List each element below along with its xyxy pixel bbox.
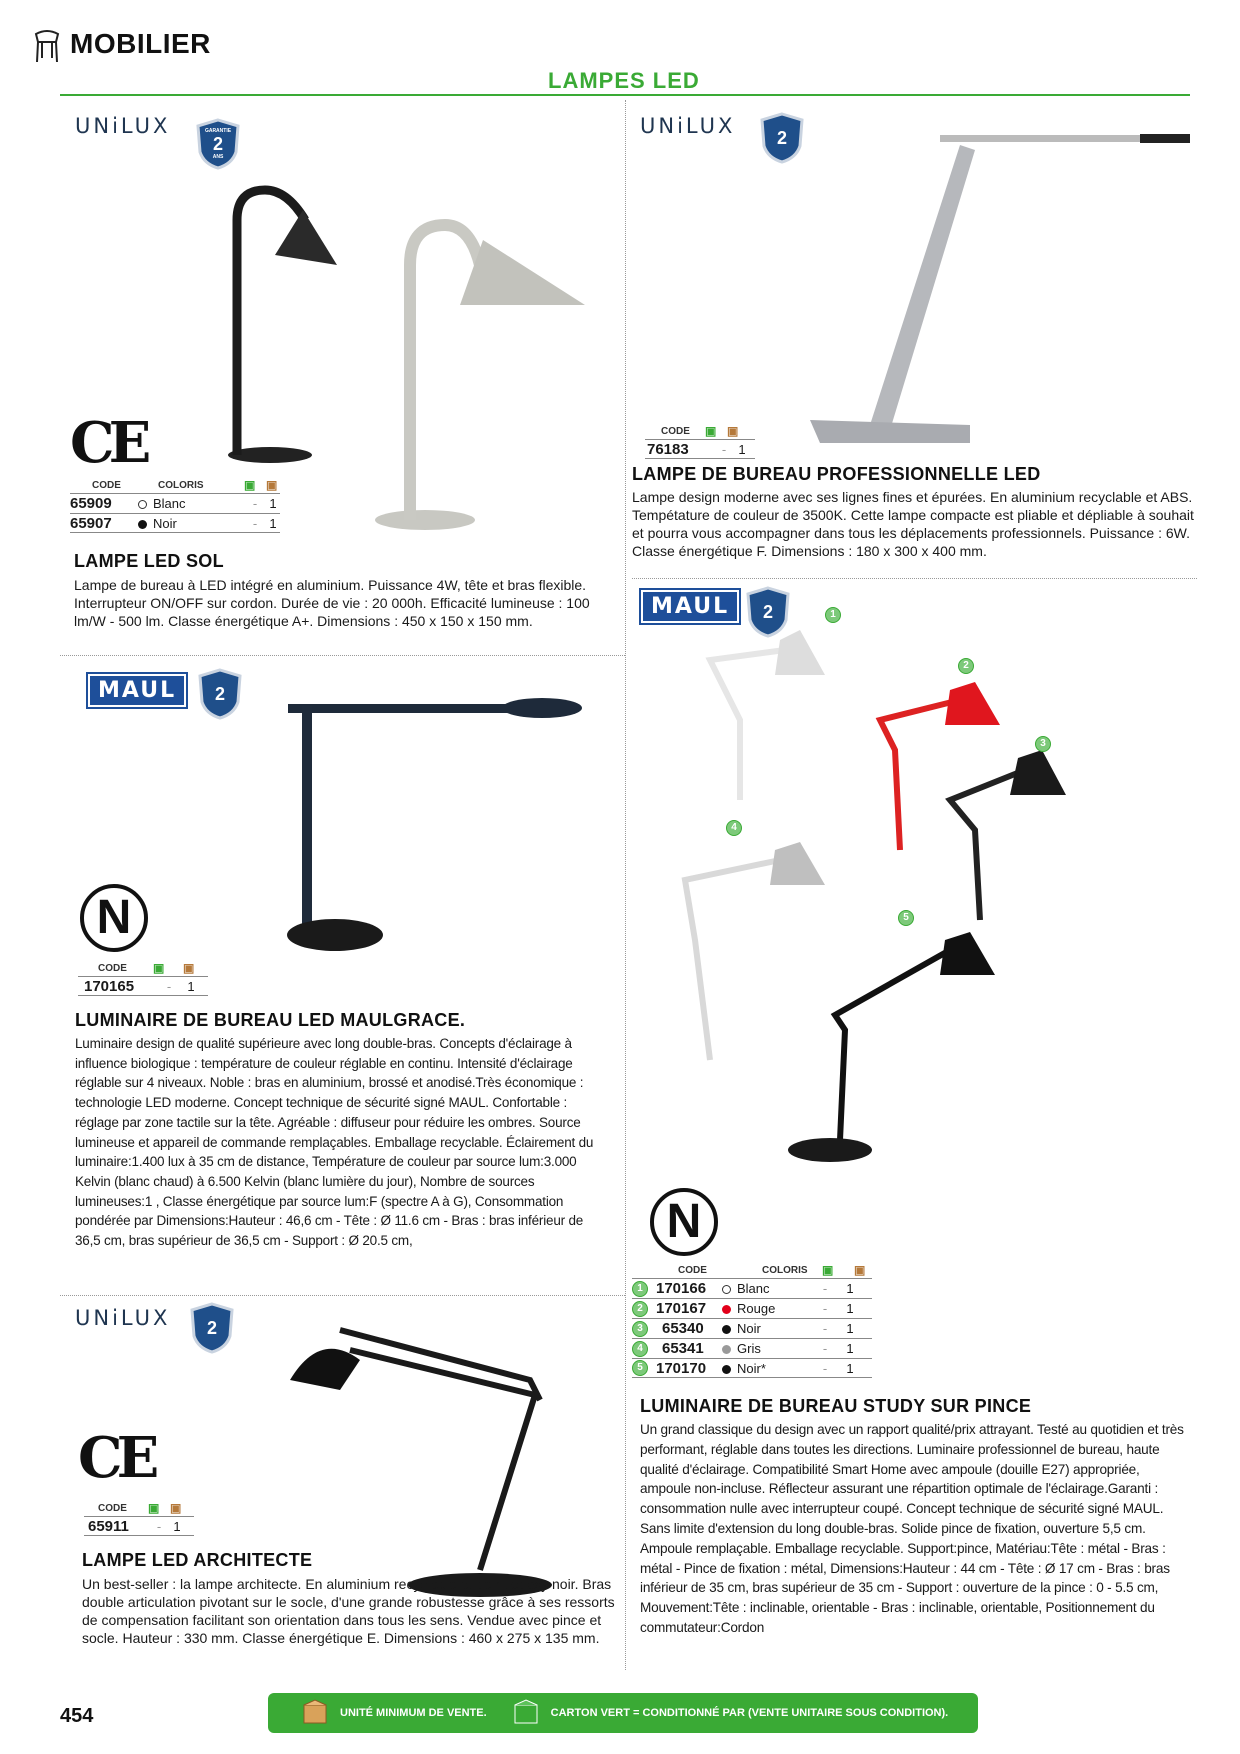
badge-3: 3 (1035, 736, 1051, 752)
table-row: 5 170170 Noir* - 1 (632, 1358, 872, 1378)
section-title: MOBILIER (70, 28, 211, 59)
product-title: LAMPE DE BUREAU PROFESSIONNELLE LED (632, 464, 1041, 484)
badge-4: 4 (726, 820, 742, 836)
leaf-box-icon: ▣ (244, 478, 256, 492)
product-description: Lampe de bureau à LED intégré en aluminium. Puissance 4W, tête et bras flexible. Interrupteur ON/OFF sur cordon. Durée de vie : 20 000h. Efficacité lumineuse : 100 lm/W - 500 lm. Classe énergétique A+. Dimensions : 450 x 150 x 150 mm. (74, 577, 590, 629)
table-row: 65911 - 1 (84, 1516, 194, 1536)
category-title: LAMPES LED (548, 68, 700, 93)
table-row: 2 170167 Rouge - 1 (632, 1298, 872, 1318)
unit-minimum-label: UNITÉ MINIMUM DE VENTE. (340, 1707, 487, 1719)
product-description: Luminaire design de qualité supérieure avec long double-bras. Concepts d'éclairage à influence biologique : température de couleur réglable en continu. Intensité d'éclairage réglable sur 4 niveaux. Noble : bras en aluminium, brossé et anodisé.Très économique : technologie LED moderne. Concept technique de sécurité signé MAUL. Confortable : réglage par zone tactile sur la tête. Agréable : diffuseur pour réduire les ombres. Source lumineuse et appareil de commande remplaçables. Emballage recyclable. Éclairement du luminaire:1.400 lux à 35 cm de distance, Température de couleur par source lum:3.000 Kelvin (blanc chaud) à 6.500 Kelvin (blanc lumière du jour), Nombre de sources lumineuses:1 , Classe énergétique par source lum:F (spectre A à G), Consommation pondérée par Dimensions:Hauteur : 46,6 cm - Tête : Ø 11.6 cm - Bras : bras inférieur de 36,5 cm, bras supérieur de 36,5 cm - Support : Ø 20.5 cm, (75, 1036, 594, 1249)
leaf-box-icon: ▣ (148, 1501, 160, 1515)
black-dot-icon (138, 520, 147, 529)
product-title: LUMINAIRE DE BUREAU STUDY SUR PINCE (640, 1396, 1032, 1416)
table-maulgrace: CODE ▣ ▣ 170165 - 1 (78, 960, 208, 996)
box-icon: ▣ (727, 424, 739, 438)
ce-mark-icon: CE (78, 1425, 154, 1491)
table-row: 3 65340 Noir - 1 (632, 1318, 872, 1338)
guarantee-top: GARANTIE (204, 128, 232, 134)
col-code: CODE (92, 479, 121, 491)
table-architecte: CODE ▣ ▣ 65911 - 1 (84, 1500, 194, 1536)
carton-vert-label: CARTON VERT = CONDITIONNÉ PAR (VENTE UNITAIRE SOUS CONDITION). (550, 1707, 949, 1719)
unilux-logo: UNiLUX (75, 1306, 171, 1330)
product-description: Lampe design moderne avec ses lignes fines et épurées. En aluminium recyclable et ABS. Tempétature de couleur de 3500K. Cette lampe compacte est pliable et dépliable à souhait et pourra vous accompagner dans tous les déplacements professionnels. Puissance : 6W. Classe énergétique F. Dimensions : 180 x 300 x 400 mm. (632, 489, 1194, 559)
header-rule (60, 94, 1190, 96)
column-divider (625, 100, 626, 1670)
lamp-architecte-image (280, 1300, 600, 1600)
table-row: 76183 - 1 (645, 439, 755, 459)
guarantee-shield-icon: 2 (198, 668, 242, 720)
product-title: LUMINAIRE DE BUREAU LED MAULGRACE. (75, 1010, 466, 1030)
black-dot-icon (722, 1365, 731, 1374)
guarantee-unit: ANS (212, 154, 224, 160)
box-icon: ▣ (266, 478, 278, 492)
leaf-box-icon: ▣ (153, 961, 165, 975)
table-row: 4 65341 Gris - 1 (632, 1338, 872, 1358)
maul-logo: MAUL (641, 590, 739, 623)
table-row: 1 170166 Blanc - 1 (632, 1278, 872, 1298)
lamp-maulgrace-image (280, 690, 600, 970)
box-icon: ▣ (183, 961, 195, 975)
divider-pro (632, 578, 1197, 579)
leaf-box-icon: ▣ (822, 1263, 834, 1277)
leaf-box-icon: ▣ (705, 424, 717, 438)
table-lampe-sol (70, 477, 280, 533)
table-row: 65907 Noir - 1 (70, 513, 280, 533)
box-icon: ▣ (854, 1263, 866, 1277)
divider-maulgrace (60, 1295, 625, 1296)
table-study: CODE COLORIS ▣ ▣ 1 170166 Blanc - 1 2 170167 Rouge - 1 3 65340 Noir - 1 4 65341 Gris - 1 5 170170 Noir* - 1 (632, 1262, 872, 1378)
white-dot-icon (138, 500, 147, 509)
box-icon (302, 1699, 328, 1728)
n-mark-icon: N (80, 884, 148, 952)
product-title: LAMPE LED SOL (74, 551, 224, 571)
grey-dot-icon (722, 1345, 731, 1354)
chair-icon (32, 28, 62, 64)
green-carton-icon (513, 1699, 539, 1728)
guarantee-shield-icon (196, 118, 240, 170)
product-description: Un best-seller : la lampe architecte. En aluminium recyclable et peint epoxy noir. Bras double articulation pivotant sur le socle, d'une grande robustesse grâce à ses ressorts de compensation facilitant son orientation dans tous les sens. Vendue avec pince et socle. Hauteur : 330 mm. Classe énergétique E. Dimensions : 460 x 275 x 135 mm. (82, 1576, 615, 1646)
n-mark-icon: N (650, 1188, 718, 1256)
footer-legend (268, 1693, 978, 1733)
lamp-pro-image (800, 125, 1200, 445)
page-number: 454 (60, 1705, 94, 1727)
badge-1: 1 (825, 607, 841, 623)
table-row: 65909 Blanc - 1 (70, 493, 280, 513)
guarantee-shield-icon: 2 (760, 112, 804, 164)
box-icon: ▣ (170, 1501, 182, 1515)
lamps-study-image (640, 610, 1200, 1170)
product-description: Un grand classique du design avec un rapport qualité/prix attrayant. Testé au quotidien et très performant, réglable dans toutes les directions. Luminaire professionnel de bureau, haute qualité d'éclairage. Compatibilité Smart Home avec ampoule (douille E27) appropriée, ampoule non-incluse. Réflecteur assurant une répartition optimale de l'éclairage.Garanti : consommation nulle avec interrupteur coupé. Concept technique de sécurité signé MAUL. Sans limite d'extension du long double-bras. Solide pince de fixation, ouverture 5,5 cm. Ampoule remplaçable. Emballage recyclable. Support:pince, Matériau:Tête : métal - Bras : métal - Pince de fixation : métal, Dimensions:Hauteur : 44 cm - Tête : Ø 17 cm - Bras : bras inférieur de 35 cm, bras supérieur de 35 cm - Support : ouverture de la pince : 0 - 5.5 cm, Mouvement:Tête : inclinable, orientable - Bras : inclinable, orientable, Positionnement du commutateur:Cordon (640, 1422, 1184, 1635)
unilux-logo: UNiLUX (640, 114, 736, 138)
black-dot-icon (722, 1325, 731, 1334)
table-row: 170165 - 1 (78, 976, 208, 996)
guarantee-number: 2 (212, 134, 223, 154)
white-dot-icon (722, 1285, 731, 1294)
guarantee-shield-icon: 2 (746, 586, 790, 638)
badge-5: 5 (898, 910, 914, 926)
table-lampe-pro: CODE ▣ ▣ 76183 - 1 (645, 423, 755, 459)
red-dot-icon (722, 1305, 731, 1314)
product-title: LAMPE LED ARCHITECTE (82, 1550, 313, 1570)
badge-2: 2 (958, 658, 974, 674)
ce-mark-icon: CE (70, 410, 146, 476)
guarantee-shield-icon: 2 (190, 1302, 234, 1354)
col-coloris: COLORIS (158, 479, 204, 491)
divider-sol (60, 655, 625, 656)
unilux-logo: UNiLUX (75, 114, 171, 138)
maul-logo: MAUL (88, 674, 186, 707)
